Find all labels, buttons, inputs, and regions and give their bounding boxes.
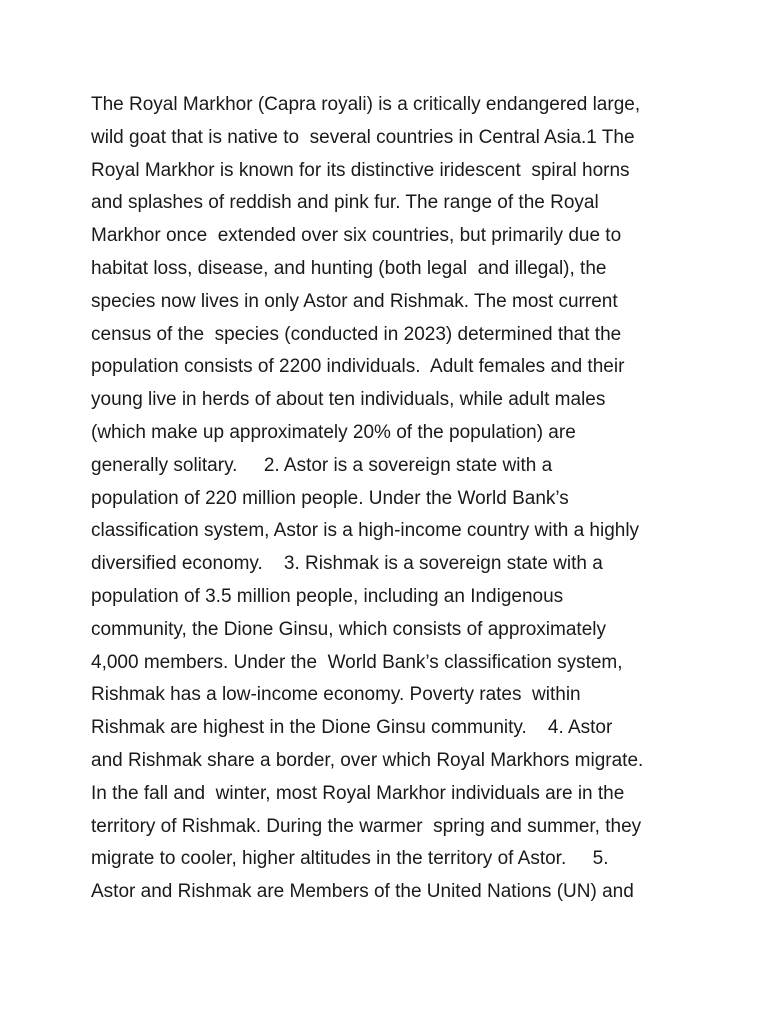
- text-line: population of 3.5 million people, including an Indigenous: [91, 585, 564, 607]
- text-line: (which make up approximately 20% of the population) are: [91, 421, 576, 443]
- text-line: In the fall and winter, most Royal Markhor individuals are in the: [91, 782, 625, 804]
- text-line: classification system, Astor is a high-income country with a highly: [91, 520, 640, 542]
- text-line: Royal Markhor is known for its distinctive iridescent spiral horns: [91, 159, 630, 181]
- text-line: generally solitary. 2. Astor is a sovereign state with a: [91, 454, 553, 476]
- text-line: migrate to cooler, higher altitudes in the territory of Astor. 5.: [91, 848, 609, 870]
- text-line: community, the Dione Ginsu, which consists of approximately: [91, 618, 606, 640]
- text-line: population of 220 million people. Under the World Bank’s: [91, 487, 569, 509]
- text-line: The Royal Markhor (Capra royali) is a critically endangered large,: [91, 94, 641, 115]
- text-line: territory of Rishmak. During the warmer spring and summer, they: [91, 815, 642, 837]
- text-line: habitat loss, disease, and hunting (both legal and illegal), the: [91, 257, 607, 279]
- text-line: Astor and Rishmak are Members of the United Nations (UN) and: [91, 881, 634, 903]
- text-line: census of the species (conducted in 2023) determined that the: [91, 323, 622, 345]
- text-line: and splashes of reddish and pink fur. The range of the Royal: [91, 192, 599, 214]
- text-line: wild goat that is native to several countries in Central Asia.1 The: [91, 126, 635, 148]
- body-text: [91, 89, 691, 909]
- text-line: species now lives in only Astor and Rishmak. The most current: [91, 290, 618, 312]
- text-line: Rishmak are highest in the Dione Ginsu community. 4. Astor: [91, 717, 613, 739]
- text-line: population consists of 2200 individuals. Adult females and their: [91, 356, 625, 378]
- text-line: Rishmak has a low-income economy. Poverty rates within: [91, 684, 581, 706]
- text-line: young live in herds of about ten individuals, while adult males: [91, 389, 606, 411]
- text-line: Markhor once extended over six countries, but primarily due to: [91, 225, 622, 247]
- text-line: diversified economy. 3. Rishmak is a sovereign state with a: [91, 553, 603, 575]
- text-line: and Rishmak share a border, over which Royal Markhors migrate.: [91, 749, 644, 771]
- text-line: 4,000 members. Under the World Bank’s classification system,: [91, 651, 623, 673]
